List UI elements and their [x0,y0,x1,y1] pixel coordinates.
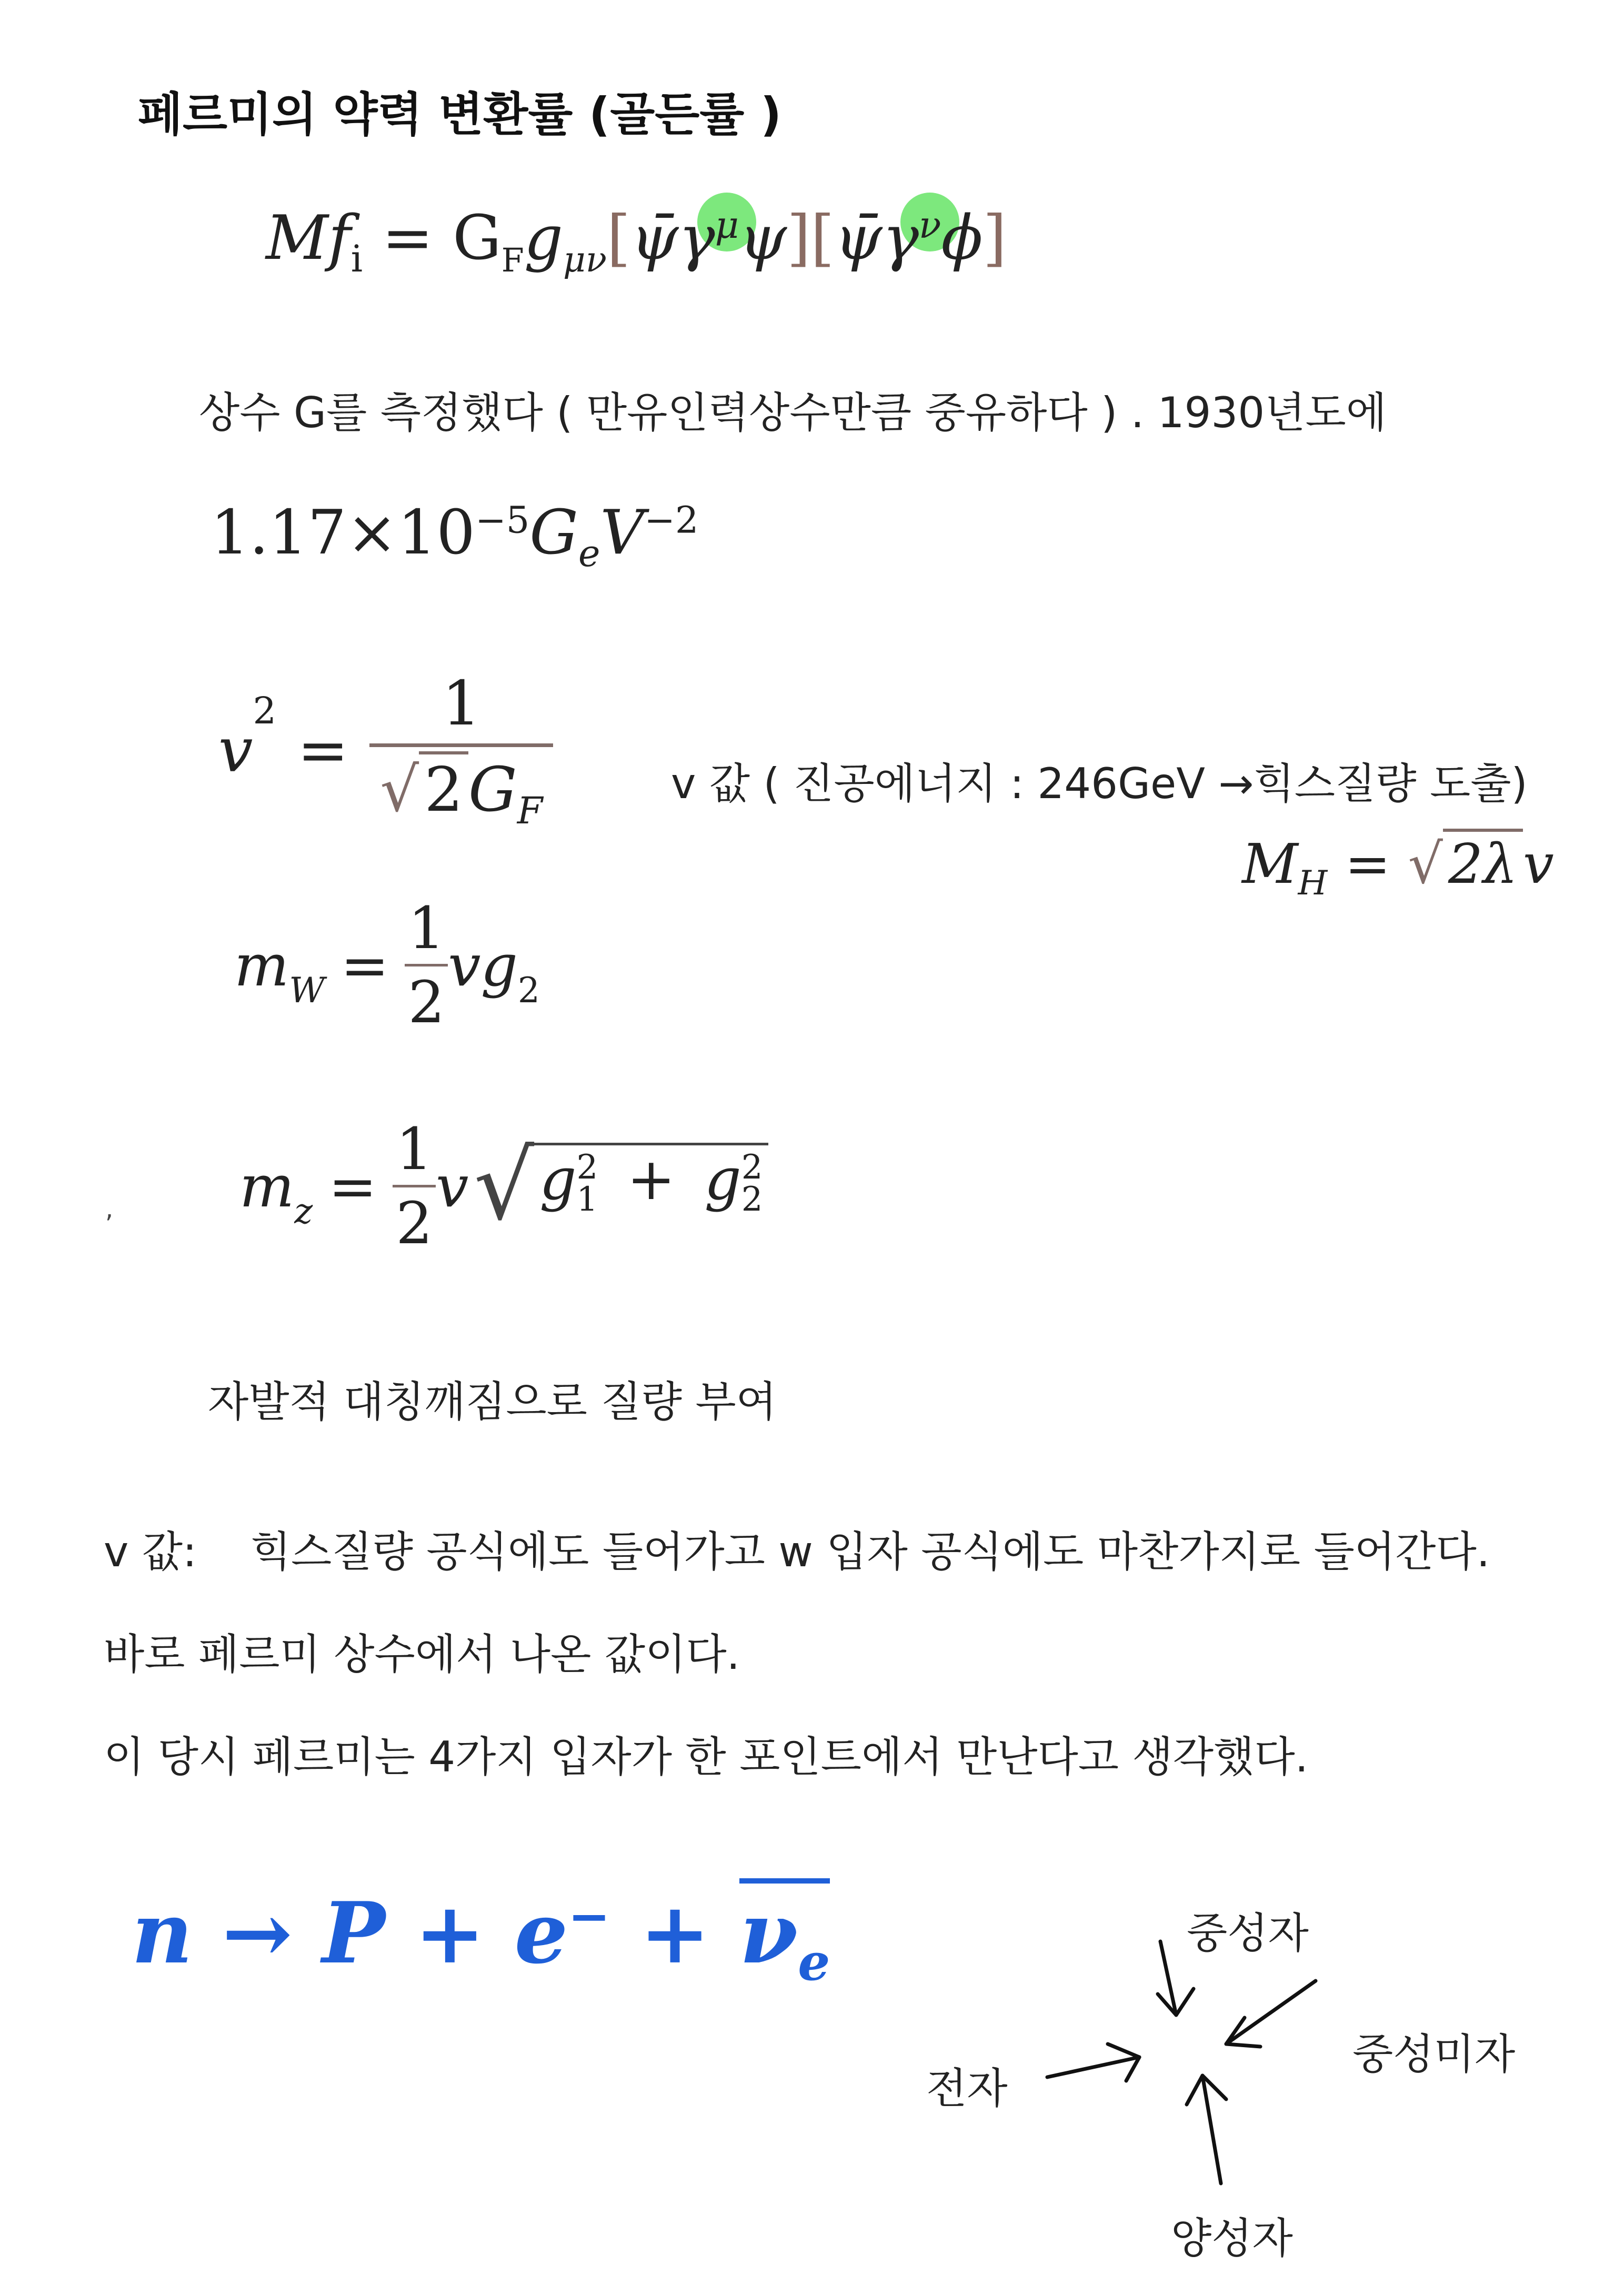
sqrt-content: 2λ [1443,829,1523,896]
neutron-symbol: n [132,1884,193,1982]
symbol-m: m [239,1152,295,1220]
g1-sup: 2 [576,1148,598,1187]
bracket-open-1: [ [607,203,631,274]
higgs-mass-formula: $M_H = √2\lambda v$ [1242,829,1554,903]
bracket-open-2: [ [810,203,835,274]
g2: g [704,1145,741,1213]
unit-V: V [600,497,645,568]
v-exponent: 2 [253,689,277,732]
symbol-G-sub: F [501,241,524,280]
equals: = [328,1152,377,1220]
label-proton: 양성자 [1171,2214,1293,2263]
g2-sup: 2 [741,1148,763,1187]
plus-1: + [414,1884,485,1982]
sqrt-content: 2 [419,751,468,825]
symbol-v: v [436,1152,469,1220]
den-G-sub: F [517,789,543,833]
symbol-M-H: M [1242,832,1298,896]
phi: ϕ [941,203,983,274]
fraction-denominator: $√2G_F$ [369,751,553,832]
symbol-G: G [453,203,502,274]
nu-subscript: e [798,1932,830,1992]
electron-charge: − [568,1886,610,1946]
bracket-close-1: ] [787,203,811,274]
v-lhs: v [218,714,253,786]
v-g: vg [448,931,518,999]
g1: g [539,1145,577,1213]
symbol-m: m [234,931,289,999]
z-mass-formula: m $_z$ = 1 2 v √ g 2 1 + g 2 2 [239,1115,768,1257]
label-neutrino: 중성미자 [1352,2030,1516,2079]
page-title: 페르미의 약력 변환률 (골든률 ) [138,87,782,142]
plus: + [627,1145,676,1213]
comma-mark: , [105,1194,114,1224]
nu-highlight: ν [918,204,941,247]
equals: = [297,714,349,786]
unit-e: e [578,532,600,576]
mu-highlight: μ [715,204,739,247]
paragraph-line-2: 바로 페르미 상수에서 나온 값이다. [104,1630,740,1679]
label-electron: 전자 [926,2064,1008,2113]
symbol-M: M [266,203,328,274]
psi-bar-1: ψ̄ [630,203,679,274]
symmetry-text: 자발적 대칭깨짐으로 질량 부여 [208,1377,777,1426]
fraction-denominator: 2 [408,969,445,1036]
subscript-W: W [289,970,325,1011]
arrow-from-electron [1047,2044,1139,2081]
symbol-i: i [350,237,363,281]
arrow-from-proton [1187,2076,1226,2183]
den-G: G [468,754,517,825]
nu-symbol: ν [739,1884,798,1982]
fraction-denominator: 2 [396,1190,433,1257]
unit-G: G [529,497,578,568]
symbol-g-sub: μν [563,239,607,280]
arrow-from-neutron [1158,1941,1194,2015]
symbol-g: g [524,203,564,274]
equals: = [382,203,434,274]
value-exponent: −5 [475,498,530,542]
arrow-from-neutrino [1226,1981,1316,2047]
symbol-v: v [1522,832,1554,896]
gamma-2: γ [882,203,919,274]
measure-text: 상수 G를 측정했다 ( 만유인력상수만큼 중유하다 ) . 1930년도에 [199,388,1387,437]
g2-sub: 2 [741,1180,763,1220]
subscript-z: z [294,1191,313,1232]
value-mantissa: 1.17×10 [210,497,476,568]
v-note: v 값 ( 진공에너지 : 246GeV →힉스질량 도출) [671,759,1528,808]
g1-sub: 1 [576,1180,598,1220]
plus-2: + [639,1884,710,1982]
proton-symbol: P [322,1884,386,1982]
unit-exponent: −2 [644,498,699,542]
fraction-numerator: 1 [442,668,481,739]
fraction-numerator: 1 [408,894,445,962]
gamma-1: γ [678,203,715,274]
arrow: → [222,1884,293,1982]
psi-1: ψ [739,203,787,274]
equals: = [1345,832,1391,896]
paragraph-line-3: 이 당시 페르미는 4가지 입자가 한 포인트에서 만난다고 생각했다. [104,1733,1309,1781]
electron-symbol: e [514,1884,568,1982]
psi-bar-2: ψ̄ [834,203,883,274]
bracket-close-2: ] [983,203,1007,274]
equals: = [340,931,389,999]
subscript-2: 2 [517,970,540,1011]
fraction-numerator: 1 [396,1115,433,1183]
paragraph-line-1: v 값: 힉스질량 공식에도 들어가고 w 입자 공식에도 마찬가지로 들어간다. [104,1527,1490,1576]
subscript-H: H [1298,863,1328,903]
symbol-f: f [328,203,351,274]
label-neutron: 중성자 [1187,1909,1309,1958]
